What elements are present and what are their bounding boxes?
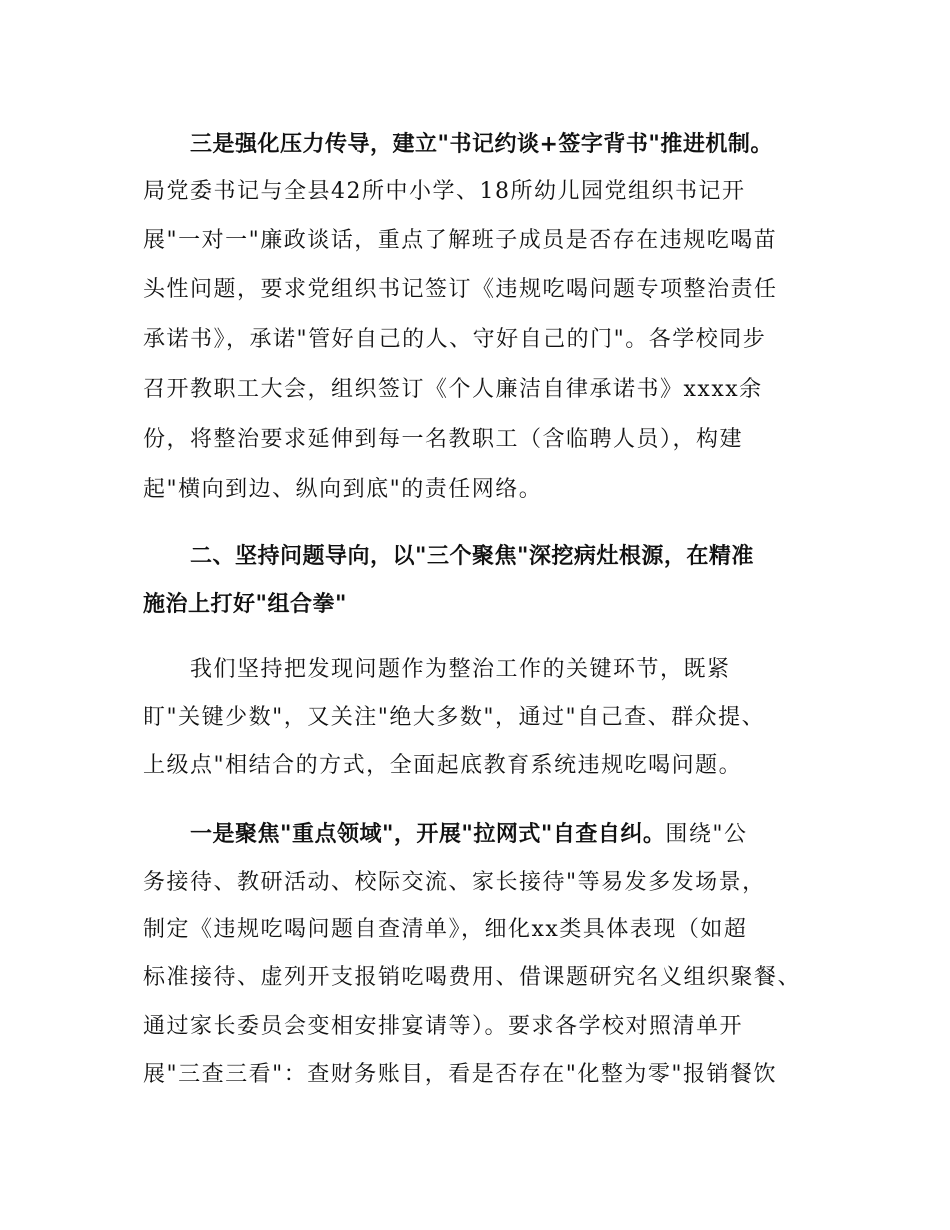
paragraph-line: 展"三查三看"：查财务账目，看是否存在"化整为零"报销餐饮: [143, 1062, 777, 1087]
paragraph-line: 盯"关键少数"，又关注"绝大多数"，通过"自己查、群众提、: [143, 705, 766, 730]
paragraph-line: 通过家长委员会变相安排宴请等）。要求各学校对照清单开: [143, 1014, 744, 1039]
paragraph-line: 头性问题，要求党组织书记签订《违规吃喝问题专项整治责任: [143, 277, 778, 302]
paragraph-line: 我们坚持把发现问题作为整治工作的关键环节，既紧: [190, 657, 731, 682]
point1-lead: [190, 821, 747, 849]
paragraph-line: 制定《违规吃喝问题自查清单》，细化xx类具体表现（如超: [143, 917, 748, 942]
paragraph-line: 份，将整治要求延伸到每一名教职工（含临聘人员），构建: [143, 427, 744, 452]
paragraph-line: 标准接待、虚列开支报销吃喝费用、借课题研究名义组织聚餐、: [143, 965, 802, 990]
paragraph-line: 起"横向到边、纵向到底"的责任网络。: [143, 477, 543, 502]
paragraph-line: 召开教职工大会，组织签订《个人廉洁自律承诺书》xxxx余: [143, 377, 763, 402]
section-heading-line: 二、坚持问题导向，以"三个聚焦"深挖病灶根源，在精准: [190, 544, 754, 569]
paragraph-line: 承诺书》，承诺"管好自己的人、守好自己的门"。各学校同步: [143, 327, 767, 352]
point1-lead-bold: 一是聚焦"重点领域"，开展"拉网式"自查自纠。: [190, 822, 666, 847]
section3-lead: [190, 131, 773, 159]
paragraph-line: 展"一对一"廉政谈话，重点了解班子成员是否存在违规吃喝苗: [143, 228, 778, 253]
paragraph-line: 务接待、教研活动、校际交流、家长接待"等易发多发场景，: [143, 870, 766, 895]
section-heading-line: 施治上打好"组合拳": [143, 592, 347, 617]
point1-lead-rest: 围绕"公: [665, 822, 748, 847]
section3-lead-bold: 三是强化压力传导，建立"书记约谈+签字背书"推进机制。: [190, 132, 773, 157]
paragraph-line: 上级点"相结合的方式，全面起底教育系统违规吃喝问题。: [143, 753, 743, 778]
paragraph-line: 局党委书记与全县42所中小学、18所幼儿园党组织书记开: [143, 179, 746, 204]
